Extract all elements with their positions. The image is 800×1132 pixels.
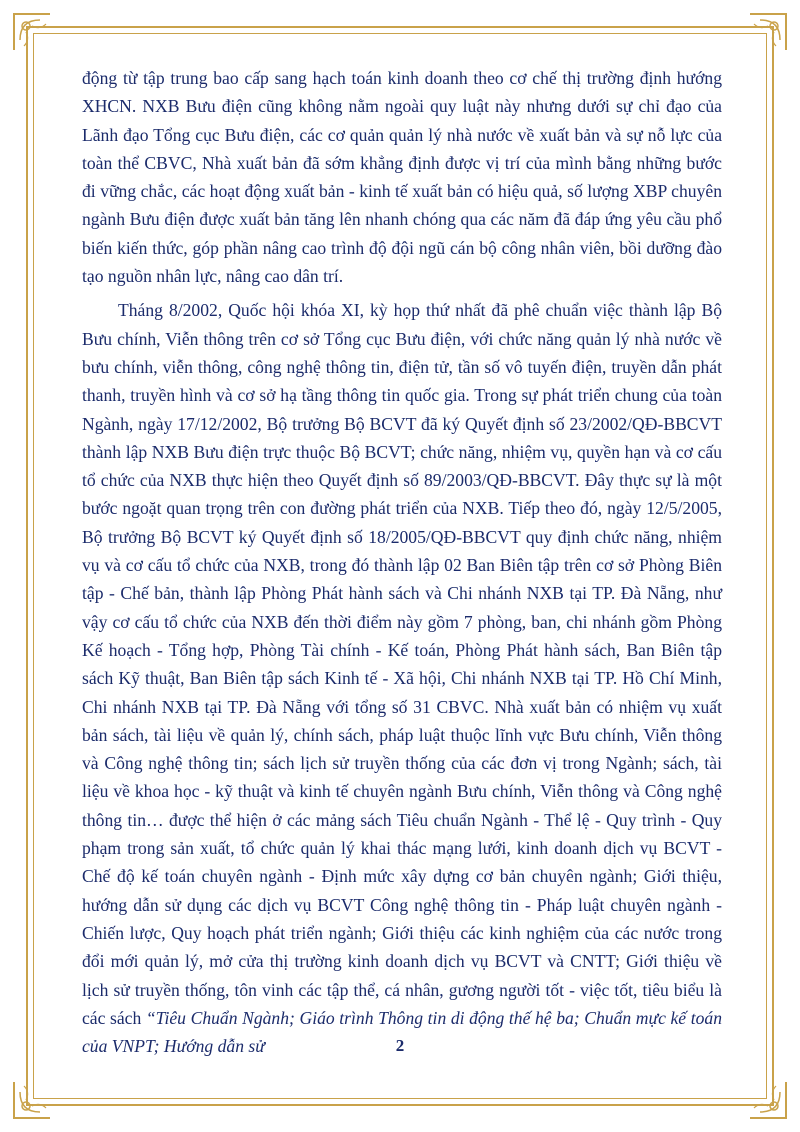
- ornamental-corner-icon: [10, 1078, 54, 1122]
- ornamental-corner-icon: [10, 10, 54, 54]
- paragraph-2-text: Tháng 8/2002, Quốc hội khóa XI, kỳ họp thứ nhất đã phê chuẩn việc thành lập Bộ Bưu chính, Viễn thông trên cơ sở Tổng cục Bưu điện, với chức năng quản lý nhà nước về bưu chính, viễn thông, công nghệ thông tin, điện tử, tần số vô tuyến điện, truyền dẫn phát thanh, truyền hình và cơ sở hạ tầng thông tin quốc gia. Trong sự phát triển chung của toàn Ngành, ngày 17/12/2002, Bộ trưởng Bộ BCVT đã ký Quyết định số 23/2002/QĐ-BBCVT thành lập NXB Bưu điện trực thuộc Bộ BCVT; chức năng, nhiệm vụ, quyền hạn và cơ cấu tổ chức của NXB thực hiện theo Quyết định số 89/2003/QĐ-BBCVT. Đây thực sự là một bước ngoặt quan trọng trên con đường phát triển của NXB. Tiếp theo đó, ngày 12/5/2005, Bộ trưởng Bộ BCVT ký Quyết định số 18/2005/QĐ-BBCVT quy định chức năng, nhiệm vụ và cơ cấu tổ chức của NXB, trong đó thành lập 02 Ban Biên tập trên cơ sở Phòng Biên tập - Chế bản, thành lập Phòng Phát hành sách và Chi nhánh NXB tại TP. Đà Nẵng, như vậy cơ cấu tổ chức của NXB đến thời điểm này gồm 7 phòng, ban, chi nhánh gồm Phòng Kế hoạch - Tổng hợp, Phòng Tài chính - Kế toán, Phòng Phát hành sách, Ban Biên tập sách Kỹ thuật, Ban Biên tập sách Kinh tế - Xã hội, Chi nhánh NXB tại TP. Hồ Chí Minh, Chi nhánh NXB tại TP. Đà Nẵng với tổng số 31 CBVC. Nhà xuất bản có nhiệm vụ xuất bản sách, tài liệu về quản lý, chính sách, pháp luật thuộc lĩnh vực Bưu chính, Viễn thông và Công nghệ thông tin; sách lịch sử truyền thống của các đơn vị trong Ngành; sách, tài liệu về khoa học - kỹ thuật và kinh tế chuyên ngành Bưu chính, Viễn thông và Công nghệ thông tin… được thể hiện ở các mảng sách Tiêu chuẩn Ngành - Thể lệ - Quy trình - Quy phạm trong sản xuất, tổ chức quản lý khai thác mạng lưới, kinh doanh dịch vụ BCVT - Chế độ kế toán chuyên ngành - Định mức xây dựng cơ bản chuyên ngành; Giới thiệu, hướng dẫn sử dụng các dịch vụ BCVT Công nghệ thông tin - Pháp luật chuyên ngành - Chiến lược, Quy hoạch phát triển ngành; Giới thiệu các kinh nghiệm của các nước trong đổi mới quản lý, mở cửa thị trường kinh doanh dịch vụ BCVT và CNTT; Giới thiệu về lịch sử truyền thống, tôn vinh các tập thể, cá nhân, gương người tốt - việc tốt, tiêu biểu là các sách: [82, 300, 722, 1028]
- paragraph-2-italic-titles: “Tiêu Chuẩn Ngành; Giáo trình Thông tin di động thế hệ ba; Chuẩn mực kế toán của VNPT; Hướng dẫn sử: [82, 1007, 722, 1057]
- ornamental-corner-icon: [746, 1078, 790, 1122]
- page-number: 2: [395, 1036, 405, 1055]
- paragraph-1: động từ tập trung bao cấp sang hạch toán kinh doanh theo cơ chế thị trường định hướng XHCN. NXB Bưu điện cũng không nằm ngoài quy luật này nhưng dưới sự chỉ đạo của Lãnh đạo Tổng cục Bưu điện, các cơ quản quản lý nhà nước về xuất bản và sự nỗ lực của toàn thể CBVC, Nhà xuất bản đã sớm khẳng định được vị trí của mình bằng những bước đi vững chắc, các hoạt động xuất bản - kinh tế xuất bản có hiệu quả, số lượng XBP chuyên ngành Bưu điện được xuất bản tăng lên nhanh chóng qua các năm đã đáp ứng yêu cầu phổ biến kiến thức, góp phần nâng cao trình độ đội ngũ cán bộ công nhân viên, bồi dưỡng đào tạo nguồn nhân lực, nâng cao dân trí.: [82, 68, 722, 287]
- paragraph-2: [82, 296, 722, 1060]
- body-text: [82, 64, 722, 1060]
- ornamental-corner-icon: [746, 10, 790, 54]
